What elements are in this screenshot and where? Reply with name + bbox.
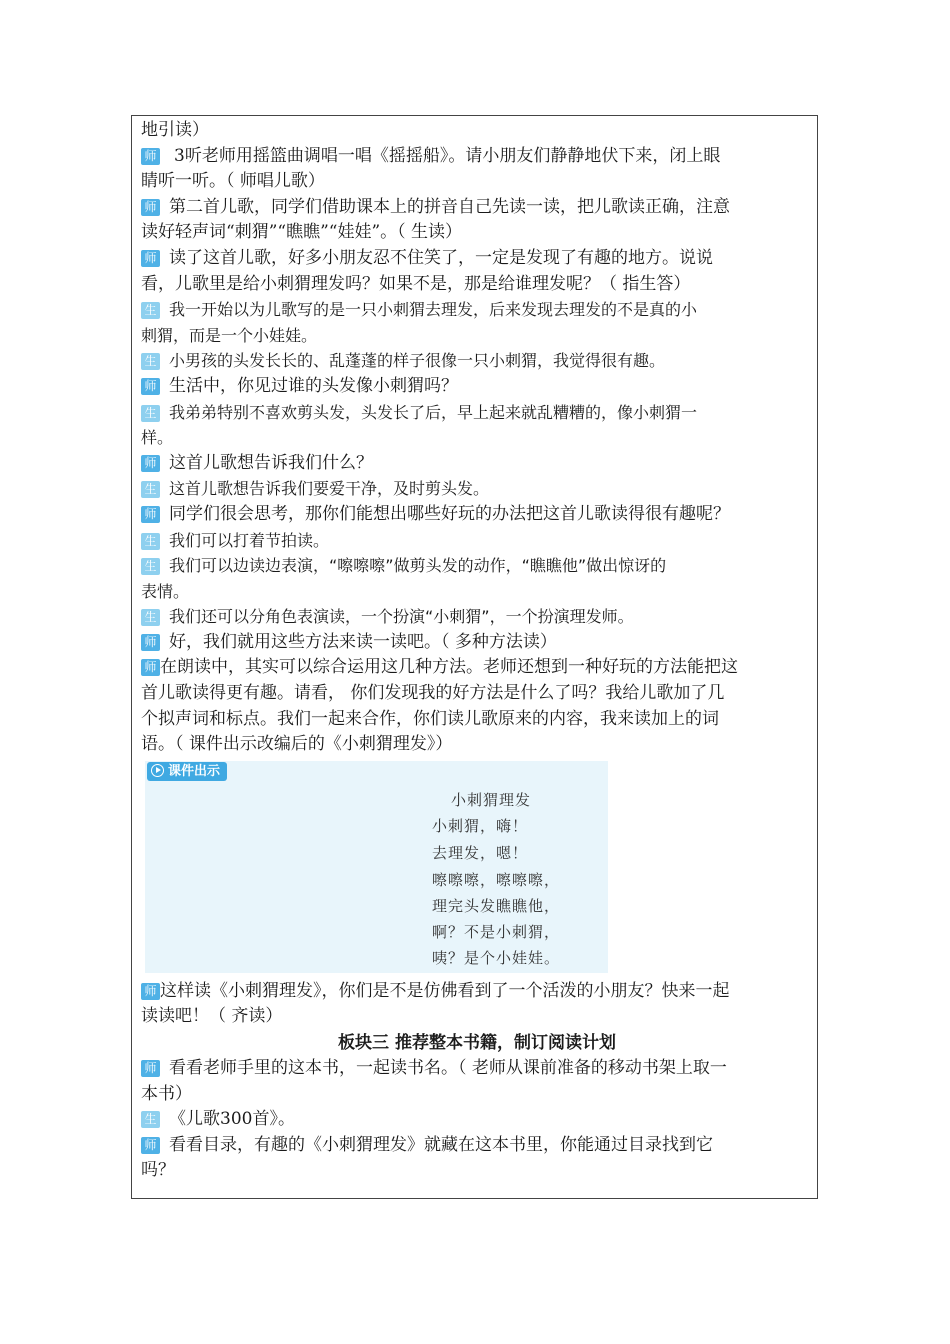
teacher-line bbox=[141, 195, 813, 221]
poem-line: 理完头发瞧瞧他， bbox=[432, 896, 561, 915]
line-text: 小男孩的头发长长的、乱蓬蓬的样子很像一只小刺猬，我觉得很有趣。 bbox=[169, 351, 666, 371]
line-text: 我弟弟特别不喜欢剪头发，头发长了后，早上起来就乱糟糟的，像小刺猬一 bbox=[169, 402, 698, 422]
student-tag: 生 bbox=[141, 533, 160, 550]
line-text: 读好轻声词“刺猬”“瞧瞧”“娃娃”。（ 生读） bbox=[141, 222, 463, 243]
teacher-line bbox=[141, 979, 813, 1005]
line-text: 看看目录，有趣的《小刺猬理发》就藏在这本书里，你能通过目录找到它 bbox=[169, 1134, 713, 1155]
line-text: 《儿歌300首》。 bbox=[169, 1109, 295, 1130]
teacher-tag: 师 bbox=[141, 634, 160, 651]
student-line bbox=[141, 553, 813, 579]
line-text: 好，我们就用这些方法来读一读吧。（ 多种方法读） bbox=[169, 631, 557, 652]
student-tag: 生 bbox=[141, 1111, 160, 1128]
student-line bbox=[141, 1107, 813, 1133]
line-text: 我一开始以为儿歌写的是一只小刺猬去理发，后来发现去理发的不是真的小 bbox=[169, 300, 698, 320]
teacher-line bbox=[141, 655, 813, 681]
student-tag: 生 bbox=[141, 481, 160, 498]
line-text: 我们可以边读边表演，“嚓嚓嚓”做剪头发的动作，“瞧瞧他”做出惊讶的 bbox=[169, 556, 667, 576]
text-line bbox=[141, 1082, 813, 1108]
line-text: 我们还可以分角色表演读，一个扮演“小刺猬”，一个扮演理发师。 bbox=[169, 607, 634, 627]
courseware-badge bbox=[147, 762, 227, 781]
student-line bbox=[141, 348, 813, 374]
teacher-line bbox=[141, 1133, 813, 1159]
teacher-line bbox=[141, 144, 813, 170]
line-text: 语。（ 课件出示改编后的《小刺猬理发》） bbox=[141, 734, 453, 755]
line-text: 首儿歌读得更有趣。请看， 你们发现我的好方法是什么了吗？我给儿歌加了几 bbox=[141, 683, 725, 704]
text-line bbox=[141, 732, 813, 758]
line-text: 个拟声词和标点。我们一起来合作，你们读儿歌原来的内容，我来读加上的词 bbox=[141, 708, 719, 729]
play-icon bbox=[151, 764, 164, 777]
student-tag: 生 bbox=[141, 558, 160, 575]
poem-line: 嚓嚓嚓，嚓嚓嚓， bbox=[432, 870, 561, 889]
teacher-line bbox=[141, 630, 813, 656]
text-line bbox=[141, 220, 813, 246]
teacher-tag: 师 bbox=[141, 455, 160, 472]
line-text: 刺猬，而是一个小娃娃。 bbox=[141, 325, 318, 345]
text-line bbox=[141, 681, 813, 707]
courseware-badge-label: 课件出示 bbox=[168, 763, 221, 779]
student-line bbox=[141, 400, 813, 426]
courseware-panel bbox=[145, 761, 608, 973]
teacher-line bbox=[141, 502, 813, 528]
teacher-line bbox=[141, 246, 813, 272]
line-text: 我们可以打着节拍读。 bbox=[169, 530, 330, 550]
teacher-tag: 师 bbox=[141, 1060, 160, 1077]
teacher-tag: 师 bbox=[141, 148, 160, 165]
lesson-content bbox=[141, 118, 813, 1184]
section-heading: 板块三 推荐整本书籍，制订阅读计划 bbox=[338, 1033, 616, 1054]
teacher-tag: 师 bbox=[141, 506, 160, 523]
line-text: 这样读《小刺猬理发》，你们是不是仿佛看到了一个活泼的小朋友？快来一起 bbox=[160, 980, 730, 1001]
text-line bbox=[141, 272, 813, 298]
poem-title: 小刺猬理发 bbox=[451, 790, 532, 809]
text-line bbox=[141, 169, 813, 195]
line-text: 同学们很会思考，那你们能想出哪些好玩的办法把这首儿歌读得很有趣呢？ bbox=[169, 503, 730, 524]
teacher-line bbox=[141, 374, 813, 400]
line-text: 吗？ bbox=[141, 1160, 175, 1181]
line-text: 在朗读中，其实可以综合运用这几种方法。老师还想到一种好玩的方法能把这 bbox=[160, 657, 738, 678]
text-line bbox=[141, 1004, 813, 1030]
line-text: 第二首儿歌，同学们借助课本上的拼音自己先读一读，把儿歌读正确，注意 bbox=[169, 196, 730, 217]
student-line bbox=[141, 604, 813, 630]
lesson-table-cell bbox=[131, 115, 818, 1199]
poem-line: 去理发，嗯！ bbox=[432, 843, 529, 862]
line-text: 这首儿歌想告诉我们什么？ bbox=[169, 452, 373, 473]
line-text: 本书） bbox=[141, 1083, 192, 1104]
line-text: 睛听一听。（ 师唱儿歌） bbox=[141, 171, 325, 192]
student-line bbox=[141, 297, 813, 323]
line-text: 这首儿歌想告诉我们要爱干净，及时剪头发。 bbox=[169, 479, 490, 499]
teacher-tag: 师 bbox=[141, 250, 160, 267]
text-line bbox=[141, 579, 813, 605]
teacher-tag: 师 bbox=[141, 199, 160, 216]
line-text: 看，儿歌里是给小刺猬理发吗？如果不是，那是给谁理发呢？（ 指生答） bbox=[141, 273, 691, 294]
text-line bbox=[141, 1158, 813, 1184]
teacher-tag: 师 bbox=[141, 378, 160, 395]
line-text: 3听老师用摇篮曲调唱一唱《摇摇船》。请小朋友们静静地伏下来，闭上眼 bbox=[174, 145, 721, 166]
text-line bbox=[141, 707, 813, 733]
line-text: 表情。 bbox=[141, 581, 190, 601]
text-line bbox=[141, 323, 813, 349]
student-tag: 生 bbox=[141, 353, 160, 370]
poem-line: 小刺猬，嗨！ bbox=[432, 816, 529, 835]
text-line bbox=[141, 118, 813, 144]
poem-line: 啊？不是小刺猬， bbox=[432, 922, 561, 941]
teacher-line bbox=[141, 1056, 813, 1082]
student-tag: 生 bbox=[141, 302, 160, 319]
line-text: 看看老师手里的这本书，一起读书名。（ 老师从课前准备的移动书架上取一 bbox=[169, 1058, 727, 1079]
teacher-tag: 师 bbox=[141, 1137, 160, 1154]
student-line bbox=[141, 528, 813, 554]
line-text: 读读吧！（ 齐读） bbox=[141, 1006, 283, 1027]
line-text: 读了这首儿歌，好多小朋友忍不住笑了，一定是发现了有趣的地方。说说 bbox=[169, 247, 713, 268]
line-text: 地引读） bbox=[141, 120, 209, 140]
poem-line: 咦？是个小娃娃。 bbox=[432, 948, 561, 967]
line-text: 生活中，你见过谁的头发像小刺猬吗？ bbox=[169, 375, 458, 396]
student-tag: 生 bbox=[141, 609, 160, 626]
text-line bbox=[141, 425, 813, 451]
line-text: 样。 bbox=[141, 428, 174, 448]
student-line bbox=[141, 476, 813, 502]
teacher-tag: 师 bbox=[141, 983, 160, 1000]
student-tag: 生 bbox=[141, 405, 160, 422]
teacher-line bbox=[141, 451, 813, 477]
teacher-tag: 师 bbox=[141, 659, 160, 676]
